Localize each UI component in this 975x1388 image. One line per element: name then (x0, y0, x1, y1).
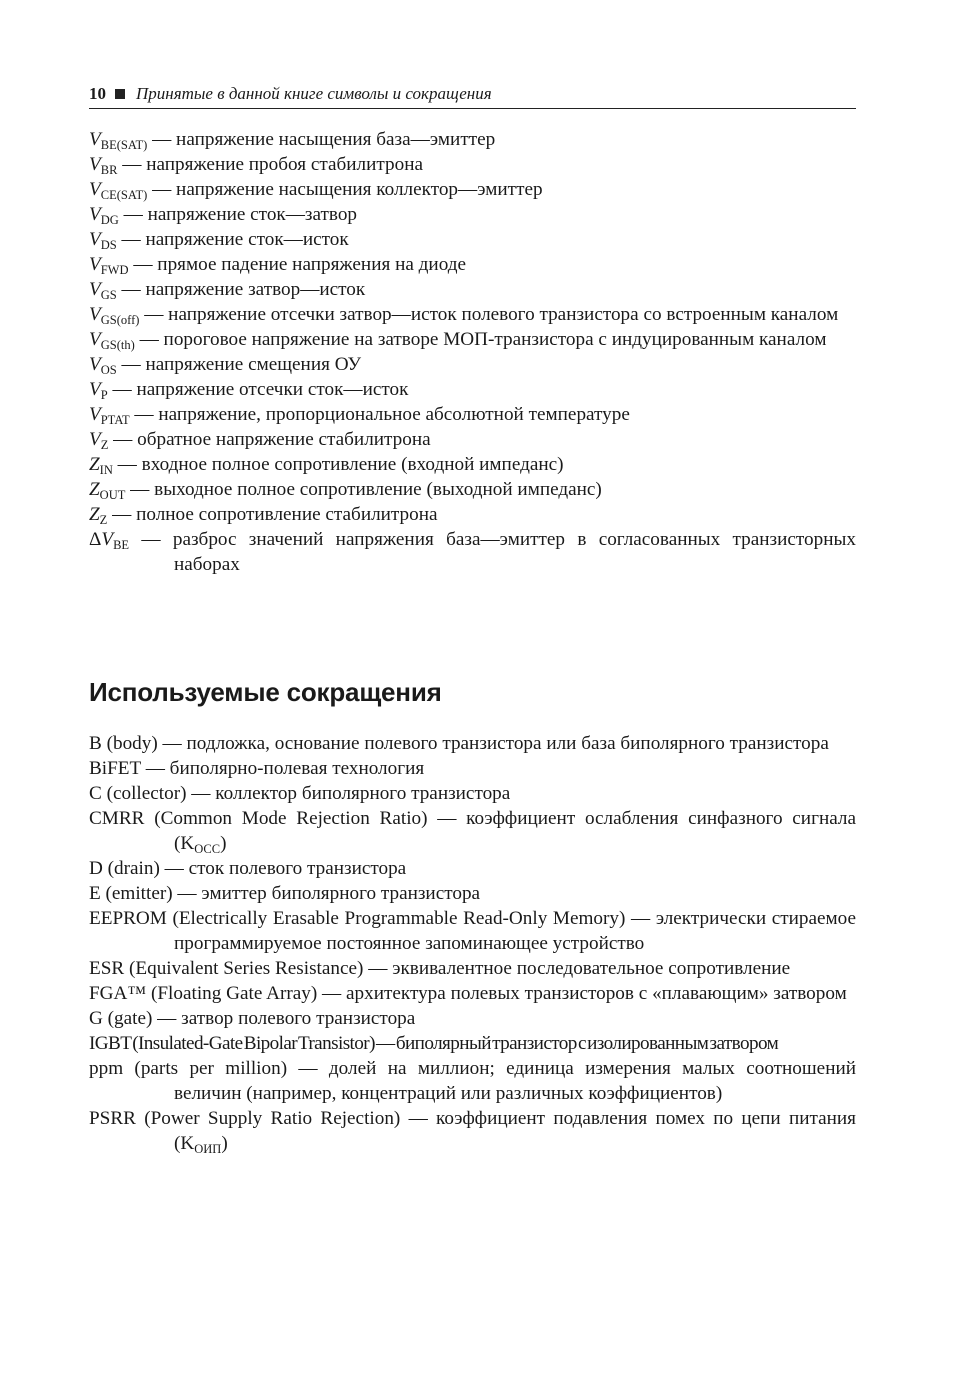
symbol-subscript: CE(SAT) (100, 188, 148, 202)
abbreviation-tail: ) (220, 833, 227, 854)
abbreviation-text: CMRR (Common Mode Rejection Ratio) — коэффициент ослабления синфазного сигнала (K (89, 808, 856, 854)
abbreviation-entry (89, 1031, 856, 1056)
symbol-definition: — обратное напряжение стабилитрона (108, 429, 431, 450)
abbreviation-subscript: ОСС (194, 842, 221, 856)
abbreviation-entry (89, 881, 856, 906)
abbreviation-text: E (emitter) — эмиттер биполярного транзистора (89, 883, 481, 904)
symbol-definition: — напряжение насыщения коллектор—эмиттер (147, 179, 543, 200)
symbol-entry (89, 502, 856, 527)
running-header (89, 83, 856, 109)
page-number: 10 (89, 84, 106, 103)
symbol-entry (89, 527, 856, 577)
symbol-definition: — напряжение отсечки сток—исток (107, 379, 409, 400)
abbreviation-text: B (body) — подложка, основание полевого транзистора или база биполярного транзистора (89, 733, 829, 754)
symbol-letter: Z (89, 504, 100, 525)
symbol-letter: V (89, 354, 101, 375)
symbol-subscript: IN (99, 463, 113, 477)
symbol-definition: — полное сопротивление стабилитрона (107, 504, 438, 525)
symbol-entry (89, 377, 856, 402)
symbol-prefix: Δ (89, 529, 102, 550)
symbol-entry (89, 202, 856, 227)
symbol-definition: — пороговое напряжение на затворе МОП-транзистора с индуцированным каналом (134, 329, 827, 350)
abbreviation-tail: ) (221, 1133, 228, 1154)
symbol-subscript: GS(off) (100, 313, 140, 327)
symbol-subscript: FWD (100, 263, 129, 277)
symbol-letter: V (89, 254, 101, 275)
symbol-definition: — напряжение, пропорциональное абсолютной температуре (129, 404, 630, 425)
abbreviation-text: D (drain) — сток полевого транзистора (89, 858, 407, 879)
abbreviation-text: EEPROM (Electrically Erasable Programmable Read-Only Memory) — электрически стираемое программируемое постоянное запоминающее устройство (89, 908, 856, 954)
abbreviation-entry (89, 956, 856, 981)
symbol-definition: — выходное полное сопротивление (выходной импеданс) (125, 479, 602, 500)
symbol-subscript: DS (100, 238, 117, 252)
symbol-entry (89, 127, 856, 152)
symbol-letter: Z (89, 454, 100, 475)
symbol-definition: — напряжение сток—затвор (118, 204, 358, 225)
symbol-entry (89, 402, 856, 427)
abbreviation-entry (89, 906, 856, 956)
symbol-definition: — входное полное сопротивление (входной импеданс) (112, 454, 564, 475)
abbreviation-entry (89, 806, 856, 856)
symbol-entry (89, 277, 856, 302)
abbreviation-entry (89, 981, 856, 1006)
symbol-letter: V (89, 129, 101, 150)
symbol-letter: V (89, 379, 101, 400)
symbol-subscript: DG (100, 213, 119, 227)
symbol-definition: — прямое падение напряжения на диоде (128, 254, 467, 275)
abbreviation-text: C (collector) — коллектор биполярного транзистора (89, 783, 511, 804)
abbreviation-entry (89, 781, 856, 806)
symbol-letter: V (89, 179, 101, 200)
symbol-definition: — напряжение затвор—исток (116, 279, 366, 300)
symbol-entry (89, 452, 856, 477)
symbol-subscript: BR (100, 163, 118, 177)
symbol-definition: — напряжение смещения ОУ (116, 354, 362, 375)
abbreviation-entry (89, 1106, 856, 1156)
running-title: Принятые в данной книге символы и сокращения (136, 84, 492, 103)
abbreviation-text: ESR (Equivalent Series Resistance) — эквивалентное последовательное сопротивление (89, 958, 791, 979)
symbol-letter: V (89, 404, 101, 425)
abbreviation-entry (89, 756, 856, 781)
symbol-subscript: P (100, 388, 108, 402)
symbol-entry (89, 477, 856, 502)
abbreviation-entry (89, 731, 856, 756)
symbol-letter: V (89, 279, 101, 300)
symbol-subscript: Z (99, 513, 108, 527)
symbol-letter: V (89, 154, 101, 175)
abbreviation-text: BiFET — биполярно-полевая технология (89, 758, 425, 779)
abbreviation-text: IGBT (Insulated-Gate Bipolar Transistor) — биполярный транзистор с изолированным затвором (89, 1033, 779, 1054)
symbol-letter: V (89, 229, 101, 250)
symbol-letter: Z (89, 479, 100, 500)
symbol-subscript: GS (100, 288, 117, 302)
symbol-entry (89, 302, 856, 327)
symbol-definition: — разброс значений напряжения база—эмиттер в согласованных транзисторных наборах (129, 529, 856, 575)
symbol-letter: V (89, 304, 101, 325)
symbol-definition: — напряжение насыщения база—эмиттер (147, 129, 496, 150)
abbreviation-text: ppm (parts per million) — долей на миллион; единица измерения малых соотношений величин (например, концентраций или различных коэффициентов) (89, 1058, 856, 1104)
section-heading: Используемые сокращения (89, 677, 442, 707)
symbol-letter: V (101, 529, 114, 550)
symbol-letter: V (89, 329, 101, 350)
symbol-letter: V (89, 204, 101, 225)
symbol-subscript: GS(th) (100, 338, 135, 352)
symbol-entry (89, 352, 856, 377)
symbol-entry (89, 252, 856, 277)
symbol-entry (89, 427, 856, 452)
abbreviation-entry (89, 1006, 856, 1031)
symbol-subscript: OUT (99, 488, 126, 502)
abbreviation-text: PSRR (Power Supply Ratio Rejection) — коэффициент подавления помех по цепи питания (K (89, 1108, 856, 1154)
symbols-list (89, 127, 856, 577)
symbol-entry (89, 327, 856, 352)
symbol-definition: — напряжение сток—исток (116, 229, 349, 250)
abbreviation-entry (89, 856, 856, 881)
abbreviation-entry (89, 1056, 856, 1106)
symbol-entry (89, 227, 856, 252)
symbol-entry (89, 152, 856, 177)
symbol-definition: — напряжение отсечки затвор—исток полевого транзистора со встроенным каналом (139, 304, 839, 325)
symbol-subscript: BE(SAT) (100, 138, 148, 152)
square-bullet-icon (115, 89, 125, 99)
symbol-subscript: BE (113, 538, 130, 552)
abbreviations-list (89, 731, 856, 1156)
symbol-entry (89, 177, 856, 202)
symbol-definition: — напряжение пробоя стабилитрона (117, 154, 423, 175)
symbol-letter: V (89, 429, 101, 450)
abbreviation-subscript: ОИП (194, 1142, 222, 1156)
symbol-subscript: PTAT (100, 413, 130, 427)
symbol-subscript: Z (100, 438, 109, 452)
abbreviation-text: FGA™ (Floating Gate Array) — архитектура полевых транзисторов с «плавающим» затвором (89, 983, 847, 1004)
symbol-subscript: OS (100, 363, 117, 377)
abbreviation-text: G (gate) — затвор полевого транзистора (89, 1008, 416, 1029)
